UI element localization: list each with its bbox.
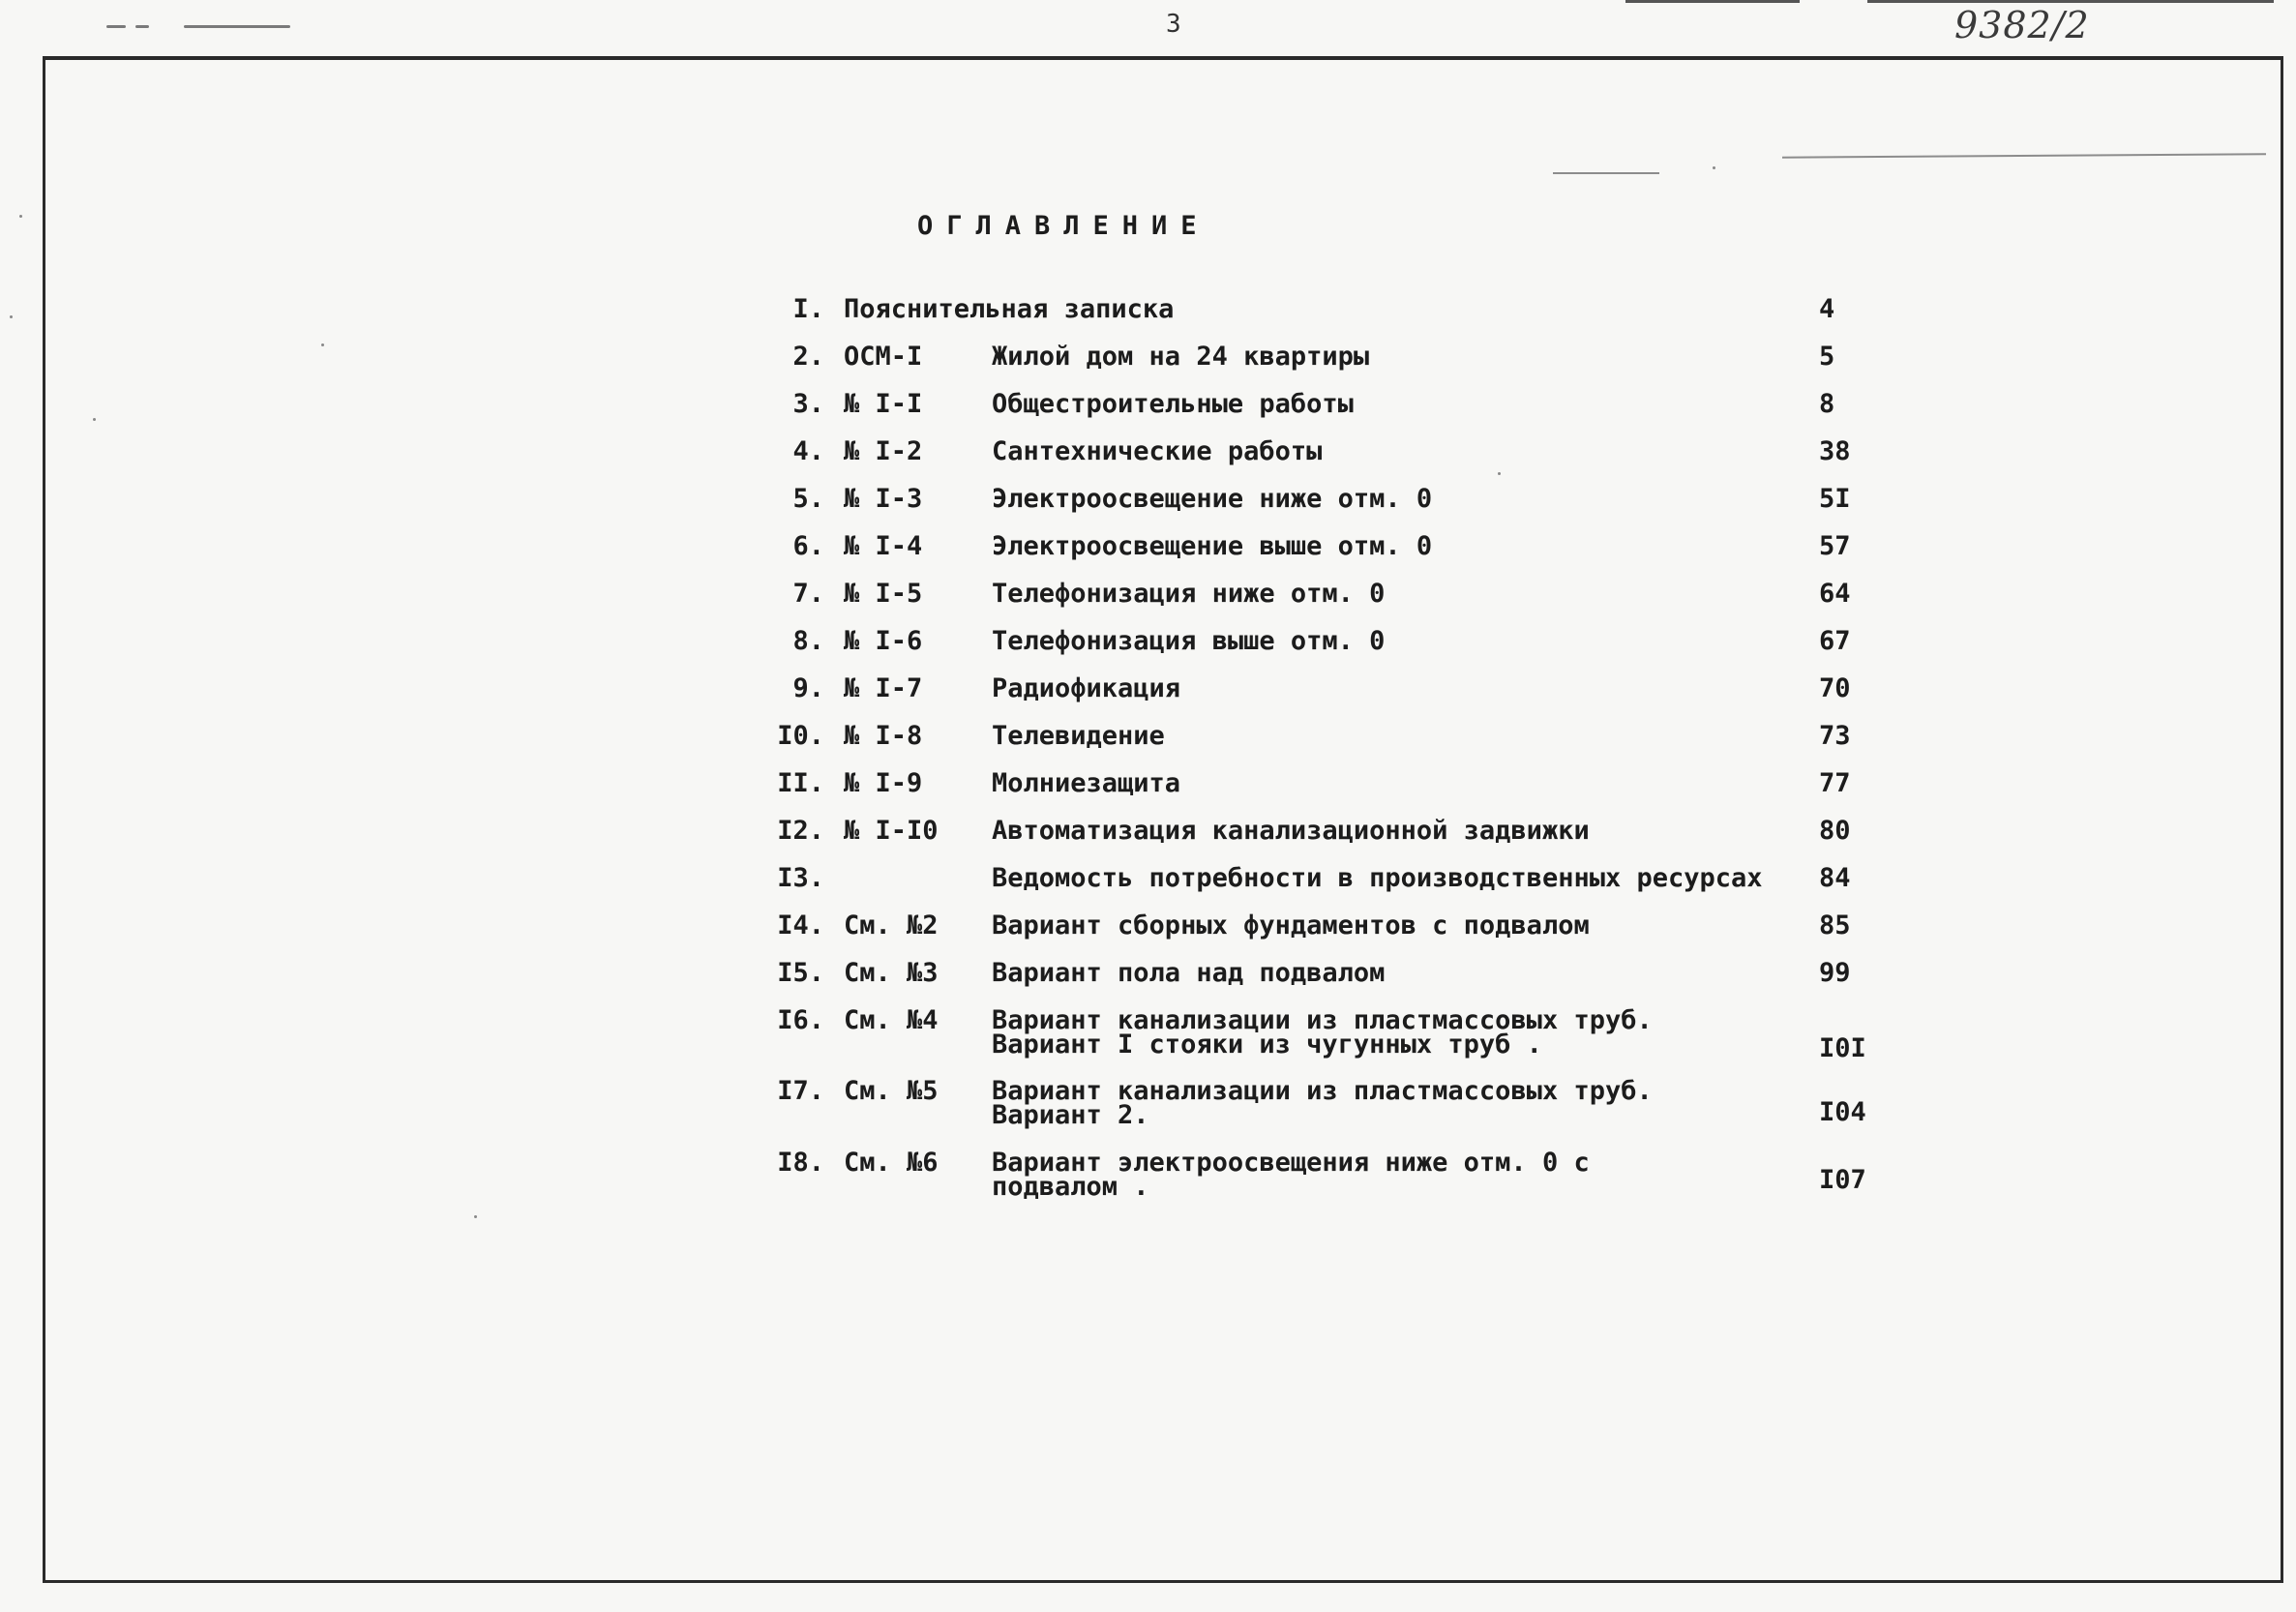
toc-entry-title: Телефонизация выше отм. 0: [992, 626, 1386, 656]
toc-entry-page: 80: [1819, 816, 1851, 846]
toc-entry-number: 3.: [792, 389, 824, 419]
toc-entry-title: Сантехнические работы: [992, 436, 1323, 466]
toc-entry-number: II.: [777, 768, 824, 798]
toc-entry-code: № I-3: [844, 484, 923, 514]
toc-entry-number: 4.: [792, 436, 824, 466]
scan-speck: [10, 315, 13, 318]
toc-entry-code: ОСМ-I: [844, 342, 923, 372]
toc-entry-title: Общестроительные работы: [992, 389, 1354, 419]
toc-entry-page: 64: [1819, 579, 1851, 609]
toc-entry-page: I0I: [1819, 1033, 1866, 1063]
toc-entry-number: 8.: [792, 626, 824, 656]
toc-entry-number: 9.: [792, 673, 824, 703]
toc-entry-number: I4.: [777, 910, 824, 940]
toc-entry-title: Ведомость потребности в производственных ресурсах: [992, 863, 1763, 893]
toc-entry-code: См. №4: [844, 1005, 939, 1035]
toc-entry-page: 77: [1819, 768, 1851, 798]
toc-entry-number: 2.: [792, 342, 824, 372]
toc-entry-title: Вариант электроосвещения ниже отм. 0 с подвалом .: [992, 1148, 1590, 1202]
scan-speck: [321, 343, 324, 346]
toc-entry-page: 70: [1819, 673, 1851, 703]
scan-speck: [93, 418, 96, 421]
toc-entry-code: № I-4: [844, 531, 923, 561]
toc-entry-number: 5.: [792, 484, 824, 514]
toc-entry-page: 5: [1819, 342, 1835, 372]
toc-entry-title: Вариант пола над подвалом: [992, 958, 1386, 988]
scan-speck: [19, 215, 22, 218]
scan-speck: [1713, 166, 1715, 169]
toc-entry-number: I2.: [777, 816, 824, 846]
toc-entry-code: № I-5: [844, 579, 923, 609]
toc-entry-code: См. №3: [844, 958, 939, 988]
toc-entry-page: 99: [1819, 958, 1851, 988]
toc-entry-code: № I-9: [844, 768, 923, 798]
toc-entry-number: 7.: [792, 579, 824, 609]
scan-speck: [474, 1215, 477, 1218]
toc-entry-number: I.: [792, 294, 824, 324]
toc-entry-page: 73: [1819, 721, 1851, 751]
toc-entry-number: 6.: [792, 531, 824, 561]
toc-entry-title: Вариант сборных фундаментов с подвалом: [992, 910, 1590, 940]
toc-entry-number: I6.: [777, 1005, 824, 1035]
toc-entry-number: I5.: [777, 958, 824, 988]
toc-entry-number: I7.: [777, 1076, 824, 1106]
page-title: ОГЛАВЛЕНИЕ: [917, 211, 1210, 241]
toc-entry-number: I3.: [777, 863, 824, 893]
toc-entry-number: I0.: [777, 721, 824, 751]
toc-entry-page: 8: [1819, 389, 1835, 419]
toc-entry-code: № I-8: [844, 721, 923, 751]
document-number: 9382/2: [1954, 4, 2090, 46]
toc-entry-page: 67: [1819, 626, 1851, 656]
toc-entry-code: № I-7: [844, 673, 923, 703]
toc-entry-code: № I-6: [844, 626, 923, 656]
handwritten-rule: [1553, 172, 1659, 174]
toc-entry-page: 38: [1819, 436, 1851, 466]
toc-entry-title: Электроосвещение ниже отм. 0: [992, 484, 1433, 514]
toc-entry-page: I07: [1819, 1165, 1866, 1195]
toc-entry-code: № I-I0: [844, 816, 939, 846]
page-number: 3: [1166, 10, 1181, 39]
toc-entry-page: 4: [1819, 294, 1835, 324]
toc-entry-title: Вариант канализации из пластмассовых труб. Вариант I стояки из чугунных труб .: [992, 1005, 1653, 1060]
toc-entry-page: 85: [1819, 910, 1851, 940]
toc-entry-title: Электроосвещение выше отм. 0: [992, 531, 1433, 561]
toc-entry-title: Телевидение: [992, 721, 1165, 751]
toc-entry-code: См. №6: [844, 1148, 939, 1178]
toc-entry-page: 57: [1819, 531, 1851, 561]
toc-entry-title: Молниезащита: [992, 768, 1181, 798]
scan-speck: [1498, 472, 1501, 475]
toc-entry-page: 5I: [1819, 484, 1851, 514]
toc-entry-page: 84: [1819, 863, 1851, 893]
toc-entry-title: Радиофикация: [992, 673, 1181, 703]
scan-smudge: [106, 17, 300, 45]
toc-entry-title: Телефонизация ниже отм. 0: [992, 579, 1386, 609]
toc-entry-number: I8.: [777, 1148, 824, 1178]
toc-entry-title: Жилой дом на 24 квартиры: [992, 342, 1370, 372]
toc-entry-title: Пояснительная записка: [844, 294, 1175, 324]
toc-entry-code: См. №2: [844, 910, 939, 940]
top-edge-rule: [1867, 0, 2274, 3]
top-edge-rule: [1625, 0, 1800, 3]
toc-entry-code: № I-2: [844, 436, 923, 466]
toc-entry-title: Автоматизация канализационной задвижки: [992, 816, 1590, 846]
toc-entry-code: См. №5: [844, 1076, 939, 1106]
toc-entry-page: I04: [1819, 1097, 1866, 1127]
toc-entry-code: № I-I: [844, 389, 923, 419]
toc-entry-title: Вариант канализации из пластмассовых труб. Вариант 2.: [992, 1076, 1653, 1130]
